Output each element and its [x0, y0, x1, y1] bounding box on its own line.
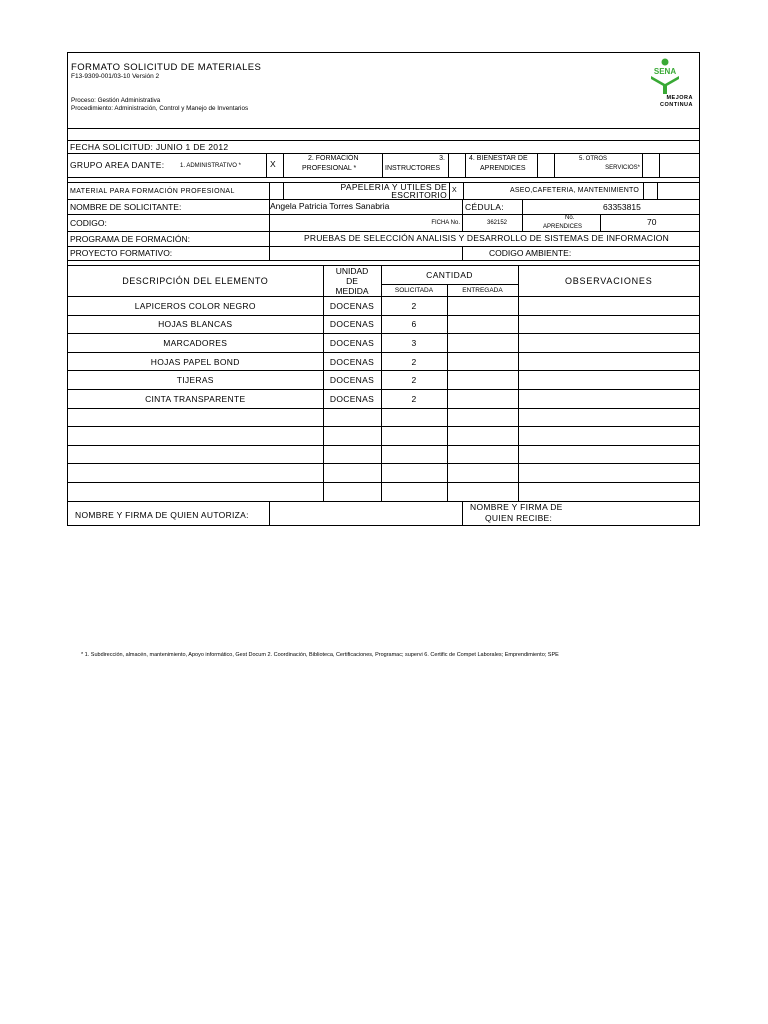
item-qty-delivered[interactable]: [447, 389, 518, 408]
material-aseo: [463, 183, 643, 199]
item-qty-requested[interactable]: 2: [381, 371, 447, 390]
item-description[interactable]: HOJAS BLANCAS: [68, 315, 323, 334]
ambiente-field[interactable]: [462, 247, 699, 260]
item-unit[interactable]: [323, 427, 381, 446]
table-row: [68, 334, 699, 353]
aprendices-field[interactable]: [600, 215, 699, 231]
codigo-row: [68, 215, 699, 232]
item-unit[interactable]: DOCENAS: [323, 389, 381, 408]
item-qty-requested[interactable]: 3: [381, 334, 447, 353]
item-qty-requested[interactable]: [381, 482, 447, 501]
items-table: [68, 266, 699, 502]
programa-value: PRUEBAS DE SELECCIÓN ANALISIS Y DESARROLLO DE SISTEMAS DE INFORMACION: [304, 233, 669, 243]
ficha-value: 362152: [487, 220, 508, 226]
process-line: Proceso: Gestión Administrativa: [71, 97, 161, 104]
papeleria-box[interactable]: [449, 183, 463, 199]
table-row: [68, 427, 699, 446]
item-observations[interactable]: [518, 371, 699, 390]
proyecto-label: PROYECTO FORMATIVO:: [70, 248, 173, 258]
col-obs-header: OBSERVACIONES: [518, 266, 699, 297]
grupo-row: [68, 154, 699, 178]
item-qty-requested[interactable]: 2: [381, 297, 447, 316]
item-qty-delivered[interactable]: [447, 315, 518, 334]
grupo-opt4: [465, 154, 537, 177]
grupo-opt2-l1: 2. FORMACIÓN: [308, 155, 359, 162]
item-qty-delivered[interactable]: [447, 445, 518, 464]
col-desc-header: DESCRIPCIÓN DEL ELEMENTO: [68, 266, 323, 297]
form-header: [68, 53, 699, 129]
solicitante-row: [68, 200, 699, 215]
item-description[interactable]: [68, 408, 323, 427]
item-qty-delivered[interactable]: [447, 427, 518, 446]
recibe-l1: NOMBRE Y FIRMA DE: [470, 501, 563, 512]
mejora-line2: CONTINUA: [659, 102, 693, 108]
item-observations[interactable]: [518, 389, 699, 408]
item-observations[interactable]: [518, 297, 699, 316]
item-qty-requested[interactable]: [381, 464, 447, 483]
grupo-opt1: 1. ADMINISTRATIVO *: [180, 163, 241, 169]
item-qty-requested[interactable]: [381, 427, 447, 446]
firmas-row: [68, 501, 699, 525]
table-row: [68, 389, 699, 408]
fecha-solicitud: FECHA SOLICITUD: JUNIO 1 DE 2012: [70, 142, 229, 152]
item-observations[interactable]: [518, 334, 699, 353]
cedula-label-cell: [462, 200, 522, 214]
recibe-l2: QUIEN RECIBE:: [485, 512, 553, 523]
table-row: [68, 315, 699, 334]
material-row: [68, 183, 699, 200]
aseo-box[interactable]: [643, 183, 657, 199]
spacer-row: [68, 129, 699, 141]
item-observations[interactable]: [518, 445, 699, 464]
footnote: * 1. Subdirección, almacén, mantenimiento, Apoyo informático, Gest Docum 2. Coordinación, Biblioteca, Certificaciones, Programac; supervi 6. Certific de Compet Laborales; Emprendimiento; SPE: [81, 652, 559, 658]
grupo-label: GRUPO AREA DANTE:: [70, 160, 165, 170]
item-unit[interactable]: DOCENAS: [323, 334, 381, 353]
item-observations[interactable]: [518, 315, 699, 334]
logo-text: SENA: [653, 67, 677, 76]
grupo-opt1-mark: X: [270, 159, 276, 169]
table-row: [68, 482, 699, 501]
ficha-label: FICHA No.: [431, 220, 460, 226]
item-unit[interactable]: [323, 482, 381, 501]
item-unit[interactable]: [323, 464, 381, 483]
grupo-opt4-l1: 4. BIENESTAR DE: [469, 155, 528, 162]
solicitante-field[interactable]: [269, 200, 462, 214]
form-process: [71, 97, 248, 112]
item-qty-delivered[interactable]: [447, 352, 518, 371]
table-row: [68, 297, 699, 316]
col-unidad-header: UNIDAD DE MEDIDA: [323, 266, 381, 297]
table-row: [68, 371, 699, 390]
cedula-field[interactable]: [522, 200, 699, 214]
item-qty-delivered[interactable]: [447, 464, 518, 483]
cedula-label: CÉDULA:: [465, 202, 504, 212]
grupo-opt5-box[interactable]: [642, 154, 659, 177]
item-description[interactable]: [68, 482, 323, 501]
spacer-row-3: [68, 261, 699, 266]
codigo-label: CODIGO:: [70, 218, 107, 228]
papeleria-l2: ESCRITORIO: [391, 190, 447, 200]
grupo-opt5: [554, 154, 642, 177]
material-label: MATERIAL PARA FORMACIÓN PROFESIONAL: [70, 188, 235, 195]
aprendices-l1: No.: [565, 215, 575, 221]
grupo-opt5-l2: SERVICIOS*: [605, 165, 640, 171]
item-unit[interactable]: DOCENAS: [323, 297, 381, 316]
item-unit[interactable]: [323, 445, 381, 464]
recibe-field[interactable]: [462, 502, 699, 525]
grupo-empty: [659, 154, 699, 177]
item-description[interactable]: LAPICEROS COLOR NEGRO: [68, 297, 323, 316]
item-description[interactable]: [68, 445, 323, 464]
item-qty-delivered[interactable]: [447, 371, 518, 390]
form-code: F13-9309-001/03-10 Versión 2: [71, 73, 160, 80]
material-papeleria: [283, 183, 449, 199]
item-qty-delivered[interactable]: [447, 482, 518, 501]
item-unit[interactable]: [323, 408, 381, 427]
item-unit[interactable]: DOCENAS: [323, 315, 381, 334]
grupo-opt3-box[interactable]: [448, 154, 465, 177]
sena-logo: [637, 57, 693, 109]
sena-logo-icon: [645, 57, 685, 95]
item-observations[interactable]: [518, 408, 699, 427]
item-observations[interactable]: [518, 464, 699, 483]
cedula-value: 63353815: [603, 202, 641, 212]
aprendices-value: 70: [647, 217, 657, 227]
grupo-opt3-l2: INSTRUCTORES: [385, 165, 441, 172]
item-description[interactable]: CINTA TRANSPARENTE: [68, 389, 323, 408]
aprendices-l2: APRENDICES: [543, 224, 583, 230]
table-row: [68, 352, 699, 371]
fecha-row: [68, 141, 699, 154]
procedure-line: Procedimiento: Administración, Control y Manejo de Inventarios: [71, 104, 249, 112]
autoriza-field[interactable]: [269, 502, 462, 525]
papeleria-l1: PAPELERIA Y UTILES DE: [340, 182, 447, 192]
item-qty-delivered[interactable]: [447, 408, 518, 427]
item-description[interactable]: [68, 427, 323, 446]
grupo-opt3: [382, 154, 448, 177]
proyecto-field[interactable]: [269, 247, 462, 260]
grupo-opt4-box[interactable]: [537, 154, 554, 177]
form-title: FORMATO SOLICITUD DE MATERIALES: [71, 62, 262, 73]
grupo-opt1-box[interactable]: [266, 154, 283, 177]
col-entregada-header: ENTREGADA: [447, 284, 518, 296]
table-row: [68, 445, 699, 464]
item-observations[interactable]: [518, 352, 699, 371]
item-observations[interactable]: [518, 427, 699, 446]
grupo-opt2: [283, 154, 382, 177]
col-cantidad-header: CANTIDAD: [381, 266, 518, 284]
autoriza-label: NOMBRE Y FIRMA DE QUIEN AUTORIZA:: [75, 509, 249, 520]
item-description[interactable]: TIJERAS: [68, 371, 323, 390]
papeleria-mark: X: [452, 187, 457, 194]
item-qty-requested[interactable]: 2: [381, 352, 447, 371]
item-qty-delivered[interactable]: [447, 297, 518, 316]
item-qty-requested[interactable]: 6: [381, 315, 447, 334]
item-observations[interactable]: [518, 482, 699, 501]
table-row: [68, 464, 699, 483]
item-qty-requested[interactable]: [381, 445, 447, 464]
col-solicitada-header: SOLICITADA: [381, 284, 447, 296]
item-qty-delivered[interactable]: [447, 334, 518, 353]
grupo-opt5-l1: 5. OTROS: [579, 156, 608, 162]
item-qty-requested[interactable]: [381, 408, 447, 427]
aseo-label: ASEO,CAFETERIA, MANTENIMIENTO: [510, 187, 639, 194]
grupo-opt2-l2: PROFESIONAL *: [302, 165, 357, 172]
materials-request-form: [67, 52, 700, 526]
items-body: [68, 297, 699, 502]
ambiente-label: CODIGO AMBIENTE:: [489, 248, 572, 258]
programa-field[interactable]: [269, 232, 699, 246]
material-empty-2: [657, 183, 699, 199]
mejora-line1: MEJORA: [666, 95, 693, 101]
item-unit[interactable]: DOCENAS: [323, 352, 381, 371]
proyecto-row: [68, 247, 699, 261]
table-header-row: [68, 266, 699, 284]
grupo-opt4-l2: APRENDICES: [480, 165, 526, 172]
item-description[interactable]: HOJAS PAPEL BOND: [68, 352, 323, 371]
programa-label: PROGRAMA DE FORMACIÓN:: [70, 234, 190, 244]
item-qty-requested[interactable]: 2: [381, 389, 447, 408]
solicitante-value: Angela Patricia Torres Sanabria: [270, 201, 390, 211]
codigo-field[interactable]: [269, 215, 462, 231]
mejora-continua: [637, 95, 693, 109]
table-row: [68, 408, 699, 427]
item-description[interactable]: MARCADORES: [68, 334, 323, 353]
material-empty-1: [269, 183, 283, 199]
item-unit[interactable]: DOCENAS: [323, 371, 381, 390]
aprendices-label-cell: [522, 215, 600, 231]
ficha-field[interactable]: [462, 215, 522, 231]
item-description[interactable]: [68, 464, 323, 483]
programa-row: [68, 232, 699, 247]
solicitante-label: NOMBRE DE SOLICITANTE:: [70, 202, 182, 212]
grupo-opt3-l1: 3.: [439, 155, 445, 162]
